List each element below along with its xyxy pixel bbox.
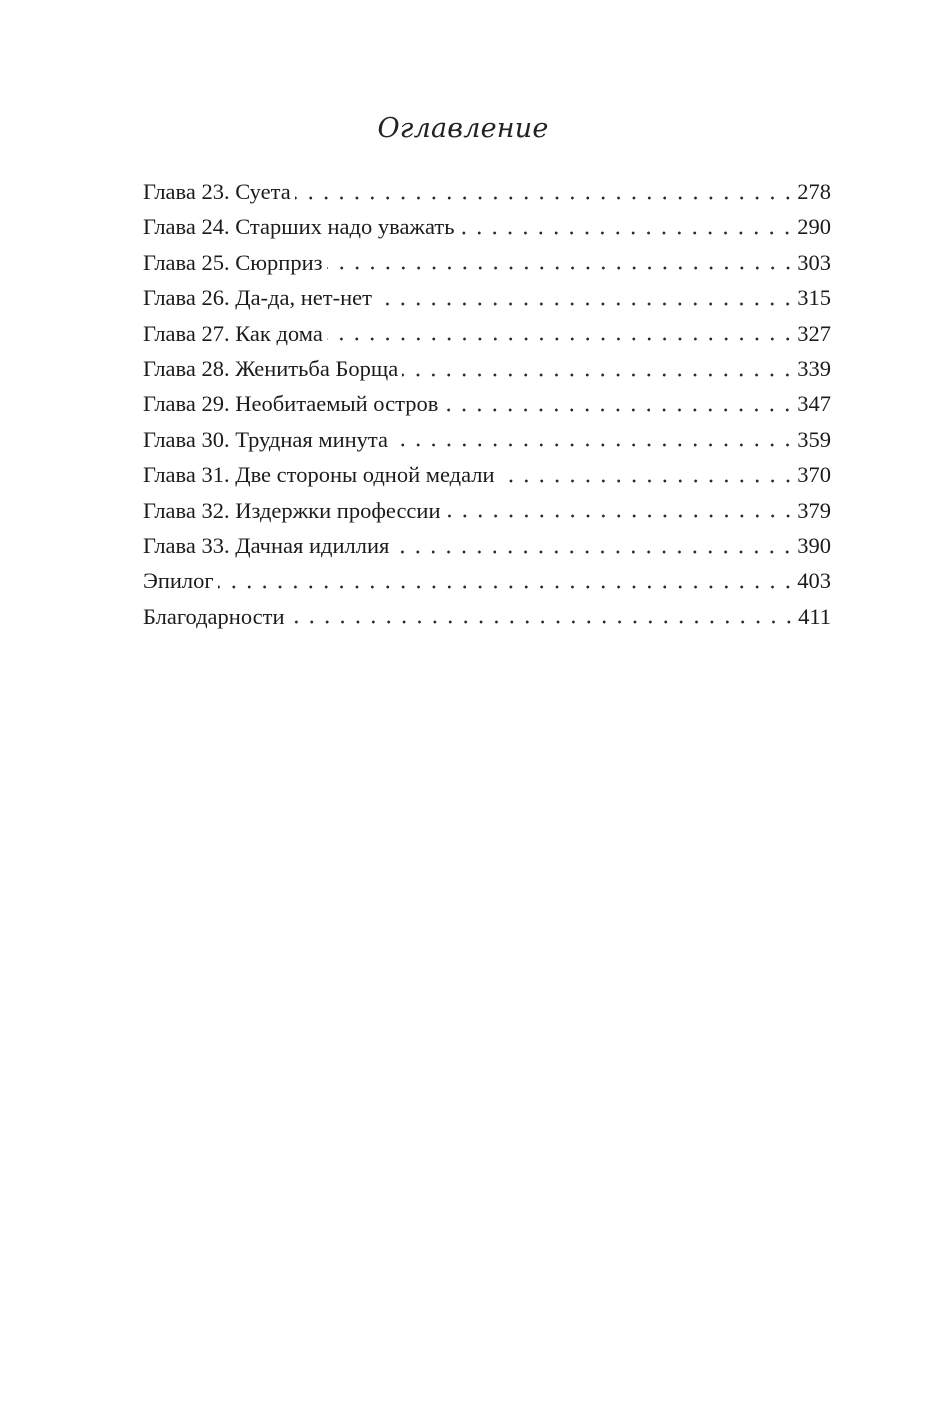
toc-entry-page: 278: [797, 179, 831, 204]
dot-leader: [295, 196, 796, 200]
toc-entry: [143, 422, 831, 457]
toc-entry-label: Глава 33. Дачная идиллия: [143, 532, 390, 558]
toc-entry-label: Глава 27. Как дома: [143, 320, 323, 346]
toc-entry-label: Глава 23. Суета: [143, 179, 291, 204]
dot-leader: [499, 479, 796, 483]
toc-entry-page: 379: [797, 497, 831, 523]
toc-entry-page: 359: [797, 426, 831, 452]
dot-leader: [289, 620, 797, 624]
toc-entry: [143, 599, 831, 634]
toc-entry-page: 327: [797, 320, 831, 346]
toc-entry: [143, 316, 831, 351]
toc-entry-label: Глава 31. Две стороны одной медали: [143, 462, 495, 488]
toc-entry-page: 390: [797, 532, 831, 558]
dot-leader: [327, 266, 796, 270]
dot-leader: [218, 585, 796, 589]
toc-entry-page: 403: [797, 568, 831, 594]
dot-leader: [392, 443, 795, 447]
dot-leader: [327, 337, 795, 341]
dot-leader: [393, 550, 795, 554]
toc-entry: [143, 245, 831, 280]
dot-leader: [402, 373, 795, 377]
toc-entry: [143, 351, 831, 386]
toc-entry: [143, 563, 831, 598]
toc-entry-label: Глава 28. Женитьба Борща: [143, 355, 399, 381]
toc-entry: [143, 457, 831, 492]
toc-entry-label: Глава 26. Да-да, нет-нет: [143, 285, 372, 311]
toc-entry-label: Глава 30. Трудная минута: [143, 426, 389, 452]
toc-entry-label: Глава 24. Старших надо уважать: [143, 214, 455, 240]
toc-list: [143, 174, 831, 634]
toc-entry-page: 347: [797, 391, 831, 417]
toc-entry: [143, 493, 831, 528]
toc-entry: [143, 386, 831, 421]
toc-entry-page: 411: [798, 603, 831, 629]
toc-entry-page: 290: [797, 214, 831, 240]
dot-leader: [442, 408, 795, 412]
dot-leader: [376, 302, 795, 306]
toc-entry-page: 370: [797, 462, 831, 488]
toc-entry-label: Эпилог: [143, 568, 214, 594]
dot-leader: [458, 231, 795, 235]
dot-leader: [445, 514, 796, 518]
toc-entry-page: 315: [797, 285, 831, 311]
toc-entry: [143, 280, 831, 315]
toc-entry-label: Благодарности: [143, 603, 285, 629]
toc-title: Оглавление: [377, 113, 549, 144]
toc-entry: [143, 528, 831, 563]
toc-entry: [143, 209, 831, 244]
toc-entry-page: 339: [797, 355, 831, 381]
toc-entry-label: Глава 32. Издержки профессии: [143, 497, 441, 523]
toc-entry-page: 303: [797, 249, 831, 275]
toc-entry: [143, 174, 831, 209]
toc-entry-label: Глава 25. Сюрприз: [143, 249, 323, 275]
toc-entry-label: Глава 29. Необитаемый остров: [143, 391, 439, 417]
